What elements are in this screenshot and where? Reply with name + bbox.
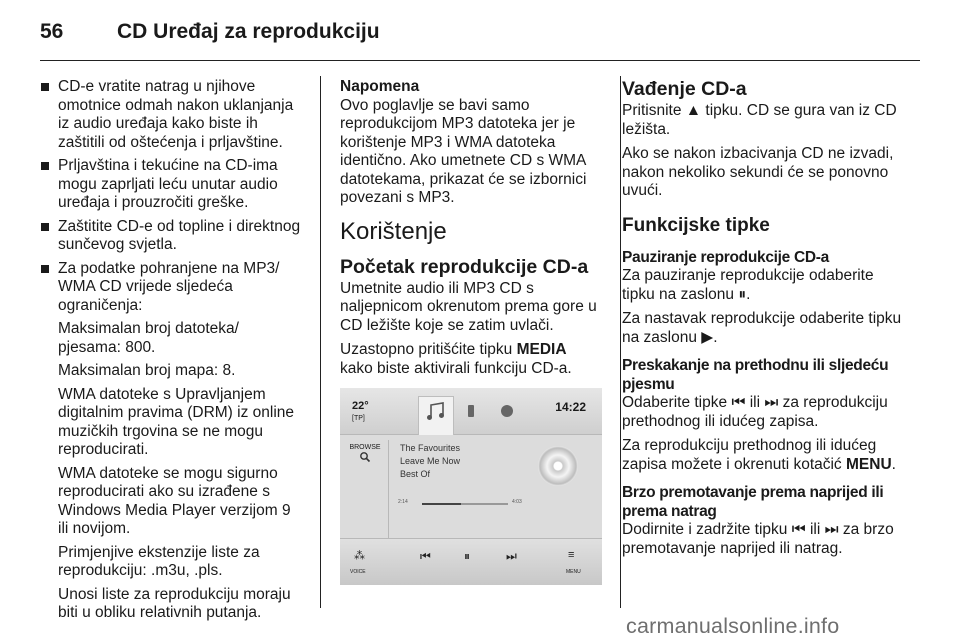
limit-paragraph: Primjenjive ekstenzije liste za reprodukciju: .m3u, .pls. [58,543,260,579]
list-item [40,260,302,623]
limit-paragraph: Maksimalan broj mapa: 8. [58,362,236,379]
limit-paragraph: Maksimalan broj datoteka/ pjesama: 800. [58,320,239,356]
eject-icon: ▲ [685,102,702,119]
elapsed-time: 2:14 [398,499,408,505]
play-icon: ▶ [701,328,714,346]
progress-bar[interactable] [422,503,508,505]
browse-button[interactable]: BROWSE [348,444,382,465]
paragraph: Za nastavak reprodukcije odaberite tipku na zaslonu ▶. [622,310,902,346]
next-track-icon: ⏭ [764,394,779,411]
menu-icon[interactable]: ≡ [568,549,575,561]
fast-forward-title: Brzo premotavanje prema naprijed ili prema natrag [622,484,884,520]
page-number: 56 [40,20,64,43]
paragraph: Ako se nakon izbacivanja CD ne izvadi, nakon nekoliko sekundi će se ponovno uvući. [622,145,894,199]
page-title: CD Uređaj za reprodukciju [117,20,380,43]
pause-title: Pauziranje reprodukcije CD-a [622,248,829,266]
header-divider [40,60,920,61]
track-title: The Favourites [400,443,461,453]
tp-indicator: [TP] [352,415,365,422]
menu-label: MENU [566,569,581,575]
limit-paragraph: Unosi liste za reprodukciju moraju biti u obliku relativnih putanja. [58,585,291,621]
watermark: carmanualsonline.info [626,614,840,638]
eject-title: Vađenje CD-a [622,78,747,100]
phone-icon [454,396,488,426]
limit-paragraph: WMA datoteke s Upravljanjem digitalnim pravima (DRM) iz online muzičkih trgovina se ne mogu reproducirati. [58,385,295,458]
temperature: 22° [352,400,369,412]
paragraph: Uzastopno pritišćite tipku MEDIA kako biste aktivirali funkciju CD-a. [340,341,572,377]
column-divider [620,76,621,608]
list-item: CD-e vratite natrag u njihove omotnice odmah nakon uklanjanja iz audio uređaja kako biste ih zaštitili od oštećenja i prljavštine. [40,78,302,152]
next-track-icon: ⏭ [824,521,839,538]
previous-track-icon[interactable]: ⏮ [420,549,431,563]
screen-control-bar [340,538,602,585]
progress-fill [422,503,461,505]
voice-label: VOICE [350,569,366,575]
skip-title: Preskakanje na prethodnu ili sljedeću pjesmu [622,357,889,393]
menu-key: MENU [846,455,892,473]
media-key: MEDIA [516,341,567,358]
search-icon [359,451,371,463]
cd-care-list [40,78,302,623]
column-divider [320,76,321,608]
paragraph: Odaberite tipke ⏮ ili ⏭ za reprodukciju prethodnog ili idućeg zapisa. [622,394,888,430]
paragraph: Dodirnite i zadržite tipku ⏮ ili ⏭ za brzo premotavanje naprijed ili natrag. [622,521,894,557]
track-artist: Leave Me Now [400,456,461,466]
note-text: Ovo poglavlje se bavi samo reprodukcijom MP3 datoteka jer je korištenje MP3 i WMA datoteka identično. Ako umetnete CD s WMA datotekama, prikazat će se izbornici povezani s MP3. [340,96,587,206]
paragraph: Pritisnite ▲ tipku. CD se gura van iz CD ležišta. [622,102,897,138]
next-track-icon[interactable]: ⏭ [506,549,517,563]
section-title: Korištenje [340,217,447,245]
music-note-icon [418,396,454,435]
pause-icon: ⏸ [738,285,747,303]
clock: 14:22 [555,400,586,414]
column-1 [40,78,302,628]
function-keys-title: Funkcijske tipke [622,214,770,236]
paragraph: Za reprodukciju prethodnog ili idućeg zapisa možete i okrenuti kotačić MENU. [622,437,896,473]
list-item: Prljavština i tekućine na CD-ima mogu zaprljati leću unutar audio uređaja i prouzročiti greške. [40,157,302,213]
list-item: Zaštitite CD-e od topline i direktnog sunčevog svjetla. [40,218,302,255]
column-2 [340,78,602,384]
navigation-icon [490,396,524,426]
track-album: Best Of [400,469,431,479]
note-title: Napomena [340,78,420,95]
paragraph: Umetnite audio ili MP3 CD s naljepnicom okrenutom prema gore u CD ležište koje se zatim uvlači. [340,279,597,334]
paragraph: Za pauziranje reprodukcije odaberite tipku na zaslonu ⏸. [622,267,874,303]
screen-divider [388,440,389,538]
voice-icon[interactable]: ⁂ [354,550,365,562]
infotainment-screen-image [340,388,602,584]
screen-top-bar [340,388,602,435]
list-item-text: Za podatke pohranjene na MP3/ WMA CD vrijede sljedeća ograničenja: [58,259,280,314]
cd-disc-icon [538,446,578,486]
column-3 [622,78,904,564]
page-header [40,14,920,54]
subsection-title: Početak reprodukcije CD-a [340,255,589,278]
limit-paragraph: WMA datoteke se mogu sigurno reproducirati ako su izrađene s Windows Media Player verzijom 9 ili novijom. [58,464,291,537]
previous-track-icon: ⏮ [791,521,806,538]
previous-track-icon: ⏮ [731,394,746,411]
total-time: 4:03 [512,499,522,505]
pause-icon[interactable]: ⏸ [464,549,471,563]
